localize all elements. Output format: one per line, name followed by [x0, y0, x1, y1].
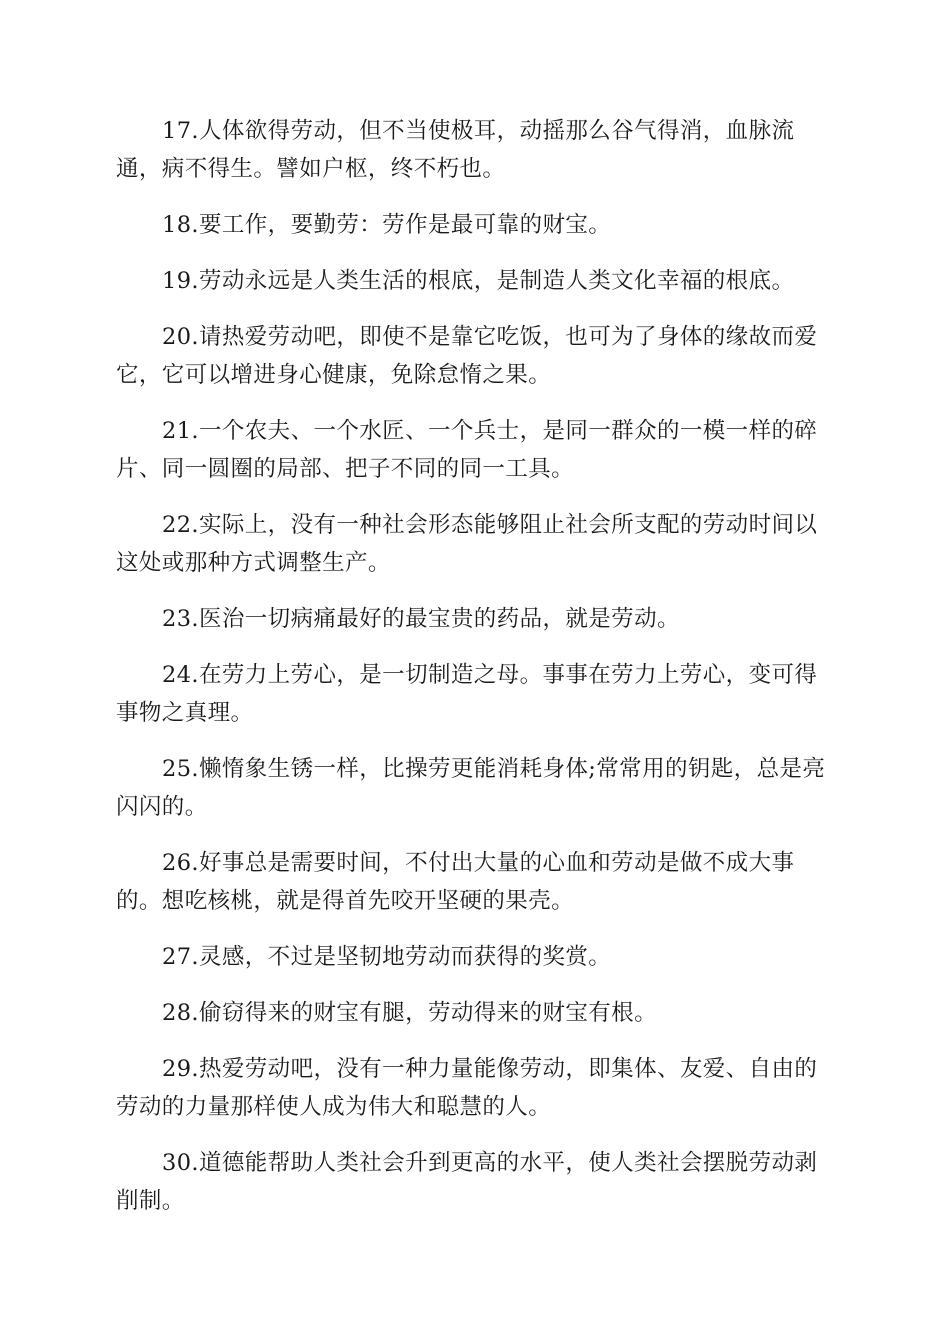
quote-paragraph-30: 30.道德能帮助人类社会升到更高的水平，使人类社会摆脱劳动剥削制。 — [116, 1150, 818, 1214]
quote-paragraph-28: 28.偷窃得来的财宝有腿，劳动得来的财宝有根。 — [162, 1000, 657, 1026]
quote-paragraph-23: 23.医治一切病痛最好的最宝贵的药品，就是劳动。 — [162, 606, 680, 632]
quote-paragraph-27: 27.灵感，不过是坚韧地劳动而获得的奖赏。 — [162, 944, 612, 970]
quote-paragraph-26: 26.好事总是需要时间，不付出大量的心血和劳动是做不成大事的。想吃核桃，就是得首先咬开坚硬的果壳。 — [116, 850, 795, 914]
quote-paragraph-24: 24.在劳力上劳心，是一切制造之母。事事在劳力上劳心，变可得事物之真理。 — [116, 662, 818, 726]
quote-paragraph-29: 29.热爱劳动吧，没有一种力量能像劳动，即集体、友爱、自由的劳动的力量那样使人成为伟大和聪慧的人。 — [116, 1056, 818, 1120]
document-body — [116, 112, 836, 1238]
quote-paragraph-20: 20.请热爱劳动吧，即使不是靠它吃饭，也可为了身体的缘故而爱它，它可以增进身心健康，免除怠惰之果。 — [116, 324, 818, 388]
quote-paragraph-18: 18.要工作，要勤劳：劳作是最可靠的财宝。 — [162, 212, 612, 238]
quote-paragraph-19: 19.劳动永远是人类生活的根底，是制造人类文化幸福的根底。 — [162, 268, 795, 294]
quote-paragraph-17: 17.人体欲得劳动，但不当使极耳，动摇那么谷气得消，血脉流通，病不得生。譬如户枢，终不朽也。 — [116, 118, 795, 182]
quote-paragraph-25: 25.懒惰象生锈一样，比操劳更能消耗身体;常常用的钥匙，总是亮闪闪的。 — [116, 756, 826, 820]
quote-paragraph-21: 21.一个农夫、一个水匠、一个兵士，是同一群众的一模一样的碎片、同一圆圈的局部、把子不同的同一工具。 — [116, 418, 818, 482]
quote-paragraph-22: 22.实际上，没有一种社会形态能够阻止社会所支配的劳动时间以这处或那种方式调整生产。 — [116, 512, 818, 576]
